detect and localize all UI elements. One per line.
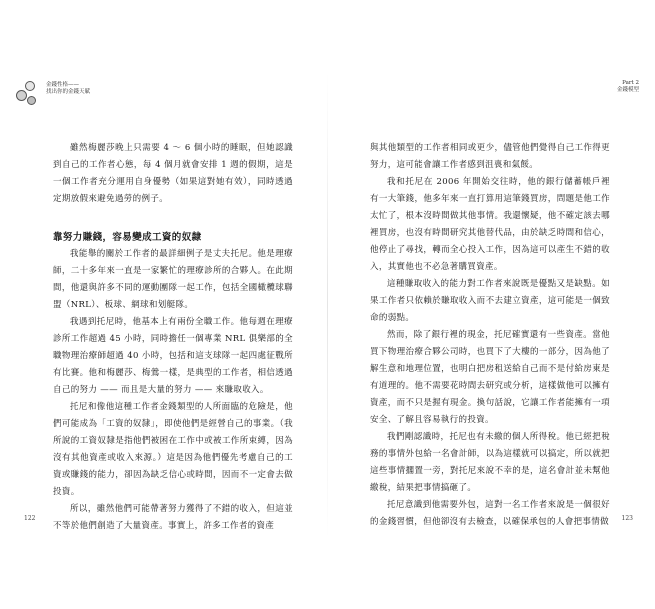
right-page bbox=[370, 140, 610, 531]
book-title bbox=[46, 82, 90, 96]
paragraph: 所以，雖然他們可能帶著努力獲得了不錯的收入，但這並不等於他們創造了大量資產。事實上，許多工作者的資產 bbox=[53, 504, 293, 531]
part-label: Part 2 bbox=[622, 80, 639, 86]
running-header-left bbox=[14, 78, 94, 118]
paragraph: 托尼意識到他需要外包，這對一名工作者來說是一個很好的金錢習慣，但他卻沒有去檢查，以確保承包的人會把事情做 bbox=[370, 500, 610, 527]
part-title: 金錢模型 bbox=[616, 87, 639, 93]
paragraph: 雖然梅麗莎晚上只需要 4 ～ 6 個小時的睡眠，但她認識到自己的工作者心態，每 4 個月就會安排 1 週的假期，這是一個工作者充分運用自身優勢（如果這對她有效），同時透過定期放假來避免過勞的例子。 bbox=[53, 143, 293, 204]
paragraph: 這種賺取收入的能力對工作者來說既是優點又是缺點。如果工作者只依賴於賺取收入而不去建立資產，這可能是一個致命的弱點。 bbox=[370, 279, 610, 323]
book-title-line1: 金錢性格—— bbox=[46, 82, 80, 88]
paragraph: 我和托尼在 2006 年開始交往時，他的銀行儲蓄帳戶裡有一大筆錢，他多年來一直打算用這筆錢買房，問題是他工作太忙了，根本沒時間做其他事情。我還懷疑，他不確定該去哪裡買房，也沒有時間研究其他替代品，由於缺乏時間和信心，他停止了尋找，轉而全心投入工作，因為這可以產生不錯的收入，其實他也不必急著購買資產。 bbox=[370, 177, 610, 272]
paragraph: 我們剛認識時，托尼也有未繳的個人所得稅。他已經把稅務的事情外包給一名會計師，以為這樣就可以搞定，所以就把這些事情擱置一旁，對托尼來說不幸的是，這名會計並未幫他繳稅，結果把事情搞砸了。 bbox=[370, 432, 610, 493]
paragraph: 托尼和像他這種工作者金錢類型的人所面臨的危險是，他們可能成為「工資的奴隸」，即使他們是經營自己的事業。（我所說的工資奴隸是指他們被困在工作中或被工作所束縛，因為沒有其他資產或收入來源。）這是因為他們優先考慮自己的工資或賺錢的能力，卻因為缺乏信心或時間，因而不一定會去做投資。 bbox=[53, 402, 293, 497]
book-title-line2: 找出你的金錢天賦 bbox=[46, 89, 91, 95]
paragraph: 然而，除了銀行裡的現金，托尼確實還有一些資產。當他買下物理治療合夥公司時，也買下了大樓的一部分，因為他了解生意和地理位置，也明白把房租送給自己而不是付給房東是有道理的。他不需要花時間去研究或分析，這樣做他可以擁有資產，而不只是握有現金。換句話說，它讓工作者能擁有一項安全、了解且容易執行的投資。 bbox=[370, 330, 610, 425]
page-number-left: 122 bbox=[24, 515, 36, 522]
left-page bbox=[53, 140, 293, 535]
section-heading: 靠努力賺錢，容易變成工資的奴隸 bbox=[53, 232, 202, 243]
paragraph: 與其他類型的工作者相同或更少，儘管他們覺得自己工作得更努力，這可能會讓工作者感到沮喪和氣餒。 bbox=[370, 143, 610, 170]
page-gutter bbox=[327, 70, 328, 540]
page-number-right: 123 bbox=[621, 515, 633, 522]
paragraph: 我能舉的關於工作者的最詳細例子是丈夫托尼。他是理療師，二十多年來一直是一家繁忙的理療診所的合夥人。在此期間，他還與許多不同的運動團隊一起工作，包括全國橄欖球聯盟（NRL）、板球、網球和划艇隊。 bbox=[53, 249, 293, 310]
paragraph: 我遇到托尼時，他基本上有兩份全職工作。他每週在理療診所工作超過 45 小時，同時擔任一個專業 NRL 俱樂部的全職物理治療師超過 40 小時，包括和這支球隊一起四處征戰所有比賽。他和梅麗莎、梅鶯一樣，是典型的工作者，相信透過自己的努力 —— 而且是大量的努力 —— 來賺取收入。 bbox=[53, 317, 293, 395]
running-header-right bbox=[617, 80, 639, 94]
coins-icon bbox=[14, 78, 44, 108]
